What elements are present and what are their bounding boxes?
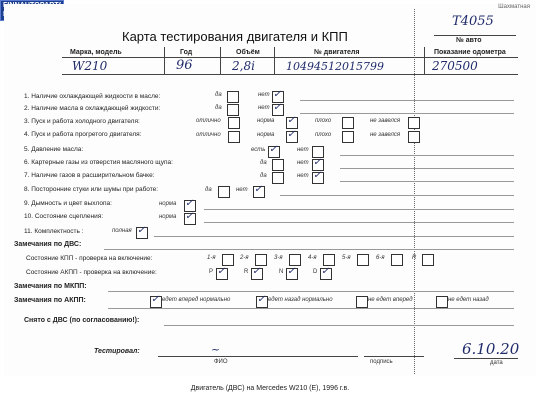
col-sep-2 xyxy=(220,47,221,74)
gear-label: R xyxy=(412,255,417,261)
akpp-position-label: D xyxy=(313,269,318,275)
mkpp-remarks-label: Замечания по МКПП: xyxy=(14,283,87,290)
kpp-check-label xyxy=(26,255,152,262)
q4-excellent-checkbox[interactable] xyxy=(228,131,240,143)
engine-remarks-line xyxy=(104,249,514,250)
q8-no-label: нет xyxy=(236,187,248,193)
q11-notes-line xyxy=(154,236,514,237)
q9-notes-line xyxy=(204,209,514,210)
fio-line xyxy=(158,356,358,357)
date-label: дата xyxy=(490,360,503,366)
header-odometer: Показание одометра xyxy=(434,49,506,56)
q10-notes-line xyxy=(204,222,514,223)
tested-by-label: Тестировал: xyxy=(94,348,140,355)
question-text: Наличие масла в охлаждающей жидкости: xyxy=(31,105,161,112)
test-date-value: 6.10.20 xyxy=(462,340,520,358)
question-3 xyxy=(24,118,140,125)
fio-label: ФИО xyxy=(214,359,228,365)
q6-no-label: нет xyxy=(297,160,309,166)
year-value: 96 xyxy=(176,58,193,73)
tester-signature: ~ xyxy=(211,343,221,356)
question-text: Наличие газов в расширительном бачке: xyxy=(31,172,155,179)
akpp-position-label: R xyxy=(244,269,249,275)
gear-2-checkbox[interactable] xyxy=(255,254,267,266)
form-title: Карта тестирования двигателя и КПП xyxy=(122,29,348,44)
no-back-checkbox[interactable] xyxy=(436,296,448,308)
question-1 xyxy=(24,93,160,100)
check-mark-icon: ✓ xyxy=(273,89,282,100)
question-number: 3. xyxy=(24,118,30,125)
question-text: Посторонние стуки или шумы при работе: xyxy=(31,186,159,193)
question-number: 6. xyxy=(24,159,30,166)
check-mark-icon: ✓ xyxy=(313,170,322,181)
gear-r-checkbox[interactable] xyxy=(422,254,434,266)
signature-line xyxy=(364,356,424,357)
q4-not-started-checkbox[interactable] xyxy=(408,131,420,143)
removed-line xyxy=(164,325,514,326)
q3-bad-checkbox[interactable] xyxy=(342,117,354,129)
col-sep-4 xyxy=(424,47,425,74)
question-number: 4. xyxy=(24,131,30,138)
header-model: Марка, модель xyxy=(70,49,122,56)
check-mark-icon: ✓ xyxy=(257,294,266,305)
question-4 xyxy=(24,131,141,138)
no-forward-checkbox[interactable] xyxy=(356,296,368,308)
photo-caption: Двигатель (ДВС) на Mercedes W210 (E), 1996 г.в. xyxy=(190,385,350,392)
q2-yes-checkbox[interactable] xyxy=(227,104,239,116)
q4-bad-checkbox[interactable] xyxy=(342,131,354,143)
gear-label: 5-я xyxy=(342,255,351,261)
check-mark-icon: ✓ xyxy=(185,211,194,222)
q7-yes-checkbox[interactable] xyxy=(272,172,284,184)
auto-number-label: № авто xyxy=(456,37,482,44)
kpp-check-text: Состояние КПП - проверка на включение: xyxy=(26,255,153,262)
gear-label: 4-я xyxy=(308,255,317,261)
check-mark-icon: ✓ xyxy=(254,184,263,195)
model-value: W210 xyxy=(72,59,108,73)
q6-notes-line xyxy=(340,168,514,169)
header-line xyxy=(62,57,518,58)
q11-full-label: полная xyxy=(112,228,132,234)
gear-6-checkbox[interactable] xyxy=(391,254,403,266)
q2-yes-label: да xyxy=(215,105,222,111)
q3-not-started-checkbox[interactable] xyxy=(408,117,420,129)
question-text: Наличие охлаждающей жидкости в масле: xyxy=(31,93,161,100)
q3-bad-label: плохо xyxy=(315,118,332,124)
gear-5-checkbox[interactable] xyxy=(357,254,369,266)
check-mark-icon: ✓ xyxy=(273,102,282,113)
question-text: Картерные газы из отверстия масляного щупа: xyxy=(31,159,173,166)
akpp-remarks-label: Замечания по АКПП: xyxy=(14,297,86,304)
test-form-sheet xyxy=(4,4,536,376)
auto-number-underline xyxy=(434,35,516,36)
q7-no-label: нет xyxy=(297,173,309,179)
q2-notes-line xyxy=(300,113,514,114)
col-sep-1 xyxy=(164,47,165,74)
akpp-position-label: P xyxy=(209,269,214,275)
q6-yes-label: да xyxy=(260,160,267,166)
q7-yes-label: да xyxy=(260,173,267,179)
check-mark-icon: ✓ xyxy=(287,266,296,277)
q4-not-started-label: не завелся xyxy=(370,132,401,138)
question-number: 8. xyxy=(24,186,30,193)
q10-normal-label: норма xyxy=(159,214,177,220)
q6-yes-checkbox[interactable] xyxy=(272,159,284,171)
question-10 xyxy=(24,213,103,220)
q8-yes-checkbox[interactable] xyxy=(218,186,230,198)
question-number: 10. xyxy=(24,213,34,220)
check-mark-icon: ✓ xyxy=(252,266,261,277)
gear-3-checkbox[interactable] xyxy=(289,254,301,266)
check-mark-icon: ✓ xyxy=(217,266,226,277)
col-sep-3 xyxy=(274,47,275,74)
engine-number-value: 10494512015799 xyxy=(286,60,384,73)
check-mark-icon: ✓ xyxy=(269,144,278,155)
q5-notes-line xyxy=(340,155,514,156)
removed-from-engine-label: Снято с ДВС (по согласованию!): xyxy=(24,317,140,324)
page-edge-line xyxy=(414,9,415,374)
corner-text: Шахматная xyxy=(498,4,530,10)
header-year: Год xyxy=(180,49,193,56)
q9-normal-label: норма xyxy=(159,201,177,207)
check-mark-icon: ✓ xyxy=(287,115,296,126)
no-forward-label: не едет вперед xyxy=(368,297,413,303)
check-mark-icon: ✓ xyxy=(321,266,330,277)
engine-remarks-label: Замечания по ДВС: xyxy=(14,241,82,248)
question-2 xyxy=(24,105,160,112)
q5-no-label: нет xyxy=(297,147,309,153)
question-9 xyxy=(24,200,112,207)
q1-notes-line xyxy=(300,100,514,101)
check-mark-icon: ✓ xyxy=(287,129,296,140)
question-number: 5. xyxy=(24,146,30,153)
q4-bad-label: плохо xyxy=(315,132,332,138)
q3-excellent-checkbox[interactable] xyxy=(228,117,240,129)
q8-yes-label: да xyxy=(205,187,212,193)
question-number: 1. xyxy=(24,93,30,100)
question-number: 7. xyxy=(24,172,30,179)
header-volume: Объём xyxy=(236,49,260,56)
question-text: Дымность и цвет выхлопа: xyxy=(31,200,112,207)
q1-yes-label: да xyxy=(215,92,222,98)
q8-notes-line xyxy=(280,195,514,196)
gear-4-checkbox[interactable] xyxy=(323,254,335,266)
no-back-label: не едет назад xyxy=(448,297,489,303)
back-ok-label: едет назад нормально xyxy=(268,297,333,303)
akpp-check-label xyxy=(26,269,157,276)
question-6 xyxy=(24,159,173,166)
gear-label: 3-я xyxy=(274,255,283,261)
forward-ok-label: едет вперед нормально xyxy=(162,297,231,303)
q3-normal-label: норма xyxy=(257,118,275,124)
check-mark-icon: ✓ xyxy=(151,294,160,305)
q4-excellent-label: отлично xyxy=(196,132,221,138)
question-text: Состояние сцепления: xyxy=(34,213,104,220)
mkpp-remarks-line xyxy=(108,291,514,292)
values-line xyxy=(62,74,518,75)
date-line xyxy=(454,358,518,359)
q1-no-label: нет xyxy=(258,92,270,98)
q2-no-label: нет xyxy=(258,105,270,111)
akpp-position-label: N xyxy=(279,269,284,275)
question-text: Пуск и работа холодного двигателя: xyxy=(31,118,140,125)
akpp-check-text: Состояние АКПП - проверка на включение: xyxy=(26,269,157,276)
odometer-value: 270500 xyxy=(432,59,478,73)
q1-yes-checkbox[interactable] xyxy=(227,91,239,103)
check-mark-icon: ✓ xyxy=(137,225,146,236)
question-number: 11. xyxy=(24,228,33,235)
volume-value: 2,8i xyxy=(232,59,255,73)
question-7 xyxy=(24,172,155,179)
question-text: Пуск и работа прогретого двигателя: xyxy=(31,131,142,138)
q5-present-label: есть xyxy=(251,147,266,153)
question-number: 2. xyxy=(24,105,30,112)
gear-label: 1-я xyxy=(207,255,216,261)
check-mark-icon: ✓ xyxy=(313,157,322,168)
question-number: 9. xyxy=(24,200,30,207)
question-5 xyxy=(24,146,83,153)
question-text: Давление масла: xyxy=(31,146,84,153)
q7-notes-line xyxy=(340,181,514,182)
signature-label: подпись xyxy=(370,359,393,365)
gear-label: 6-я xyxy=(376,255,385,261)
gear-label: 2-я xyxy=(240,255,249,261)
question-8 xyxy=(24,186,158,193)
check-mark-icon: ✓ xyxy=(185,198,194,209)
header-engine-number: № двигателя xyxy=(314,49,360,56)
q3-excellent-label: отлично xyxy=(196,118,221,124)
question-11 xyxy=(24,228,84,235)
gear-1-checkbox[interactable] xyxy=(222,254,234,266)
q3-not-started-label: не завелся xyxy=(370,118,401,124)
q4-normal-label: норма xyxy=(257,132,275,138)
auto-number-value: T4055 xyxy=(452,14,494,29)
akpp-remarks-line xyxy=(108,308,514,309)
question-text: Комплектность : xyxy=(34,228,84,235)
